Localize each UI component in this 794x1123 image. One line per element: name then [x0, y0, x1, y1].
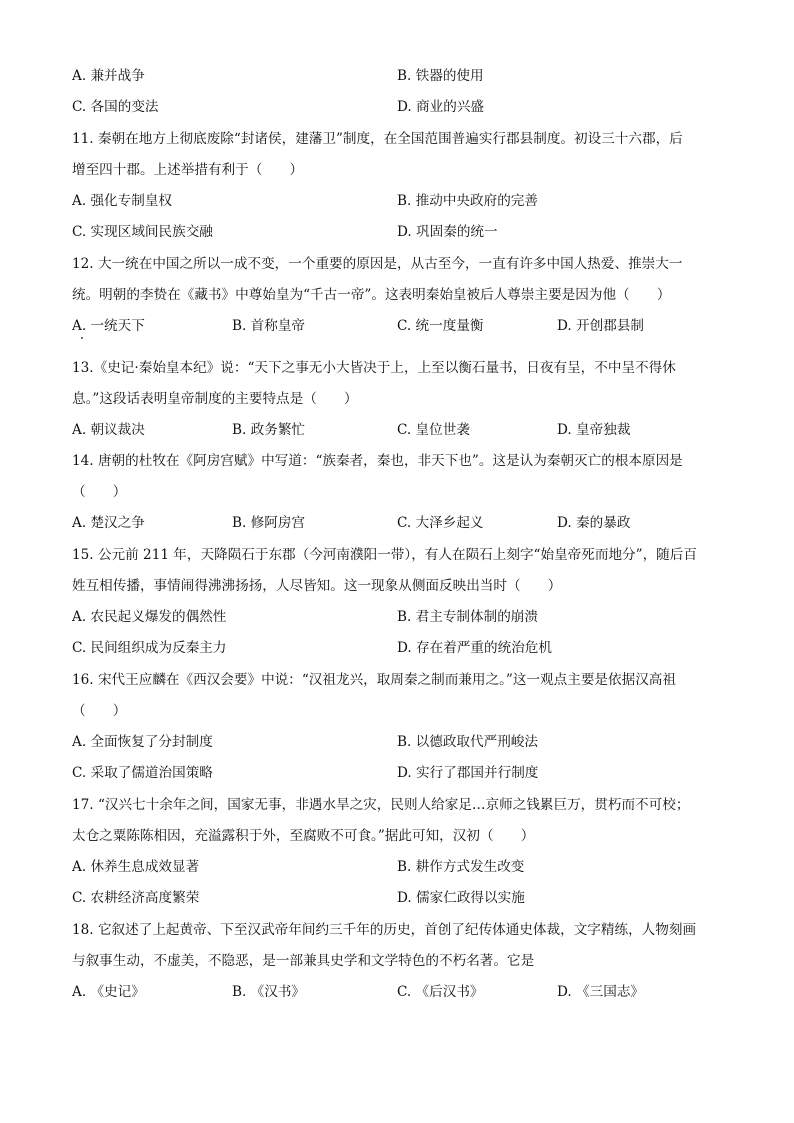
q11-stem-line-1: 11. 秦朝在地方上彻底废除“封诸侯，建藩卫”制度，在全国范围普遍实行郡县制度。初设三十六郡，后: [72, 131, 683, 147]
q14-option-a: A. 楚汉之争: [72, 515, 145, 531]
q12-stem-line-1: 12. 大一统在中国之所以一成不变，一个重要的原因是，从古至今，一直有许多中国人热爱、推崇大一: [72, 256, 683, 272]
q17-option-c: C. 农耕经济高度繁荣: [72, 890, 200, 906]
q13-option-a: A. 朝议裁决: [72, 422, 145, 438]
q12-option-a: A. 一统天下: [72, 318, 145, 334]
q10-option-a: A. 兼并战争: [72, 68, 145, 84]
q18-option-a: A. 《史记》: [72, 984, 145, 1000]
stray-dot: [81, 337, 83, 339]
q16-option-d: D. 实行了郡国并行制度: [397, 765, 539, 781]
q17-stem-line-2: 太仓之粟陈陈相因，充溢露积于外，至腐败不可食。”据此可知，汉初（ ）: [72, 828, 535, 844]
q17-option-a: A. 休养生息成效显著: [72, 859, 200, 875]
q14-stem-line-1: 14. 唐朝的杜牧在《阿房宫赋》中写道：“族秦者，秦也，非天下也”。这是认为秦朝灭亡的根本原因是: [72, 453, 683, 469]
q17-option-b: B. 耕作方式发生改变: [397, 859, 525, 875]
q13-option-d: D. 皇帝独裁: [557, 422, 631, 438]
q10-option-d: D. 商业的兴盛: [397, 99, 485, 115]
q16-stem-line-1: 16. 宋代王应麟在《西汉会要》中说：“汉祖龙兴，取周秦之制而兼用之。”这一观点主要是依据汉高祖: [72, 672, 676, 688]
q15-option-d: D. 存在着严重的统治危机: [397, 640, 552, 656]
q13-stem-line-2: 息。”这段话表明皇帝制度的主要特点是（ ）: [72, 391, 358, 407]
q17-stem-line-1: 17. “汉兴七十余年之间，国家无事，非遇水旱之灾，民则人给家足…京师之钱累巨万，贯朽而不可校；: [72, 797, 690, 813]
q16-option-a: A. 全面恢复了分封制度: [72, 734, 213, 750]
q11-option-b: B. 推动中央政府的完善: [397, 193, 538, 209]
q15-option-b: B. 君主专制体制的崩溃: [397, 609, 538, 625]
q14-option-d: D. 秦的暴政: [557, 515, 631, 531]
q14-option-c: C. 大泽乡起义: [397, 515, 484, 531]
q12-stem-line-2: 统。明朝的李贽在《藏书》中尊始皇为“千古一帝”。这表明秦始皇被后人尊崇主要是因为他（ ）: [72, 287, 671, 303]
q16-option-b: B. 以德政取代严刑峻法: [397, 734, 538, 750]
q15-option-a: A. 农民起义爆发的偶然性: [72, 609, 227, 625]
q10-option-b: B. 铁器的使用: [397, 68, 484, 84]
q12-option-b: B. 首称皇帝: [232, 318, 306, 334]
q14-option-b: B. 修阿房宫: [232, 515, 306, 531]
q10-option-c: C. 各国的变法: [72, 99, 159, 115]
q15-stem-line-2: 姓互相传播，事情闹得沸沸扬扬，人尽皆知。这一现象从侧面反映出当时（ ）: [72, 578, 562, 594]
q11-option-a: A. 强化专制皇权: [72, 193, 173, 209]
q18-stem-line-1: 18. 它叙述了上起黄帝、下至汉武帝年间约三千年的历史，首创了纪传体通史体裁，文字精练，人物刻画: [72, 922, 697, 938]
q16-option-c: C. 采取了儒道治国策略: [72, 765, 213, 781]
q14-stem-line-2: （ ）: [72, 484, 127, 500]
q15-stem-line-1: 15. 公元前 211 年，天降陨石于东郡（今河南濮阳一带），有人在陨石上刻字“始皇帝死而地分”，随后百: [72, 547, 697, 563]
q13-stem-line-1: 13.《史记·秦始皇本纪》说：“天下之事无小大皆决于上，上至以衡石量书，日夜有呈，不中呈不得休: [72, 360, 676, 376]
q15-option-c: C. 民间组织成为反秦主力: [72, 640, 227, 656]
q13-option-b: B. 政务繁忙: [232, 422, 306, 438]
q18-option-d: D. 《三国志》: [557, 984, 645, 1000]
q17-option-d: D. 儒家仁政得以实施: [397, 890, 525, 906]
q18-stem-line-2: 与叙事生动，不虚美，不隐恶，是一部兼具史学和文学特色的不朽名著。它是: [72, 953, 535, 969]
q12-option-d: D. 开创郡县制: [557, 318, 645, 334]
q18-option-b: B. 《汉书》: [232, 984, 306, 1000]
q16-stem-line-2: （ ）: [72, 703, 127, 719]
q11-option-c: C. 实现区域间民族交融: [72, 224, 213, 240]
q11-option-d: D. 巩固秦的统一: [397, 224, 498, 240]
q18-option-c: C. 《后汉书》: [397, 984, 484, 1000]
q11-stem-line-2: 增至四十郡。上述举措有利于（ ）: [72, 162, 304, 178]
q13-option-c: C. 皇位世袭: [397, 422, 470, 438]
q12-option-c: C. 统一度量衡: [397, 318, 484, 334]
